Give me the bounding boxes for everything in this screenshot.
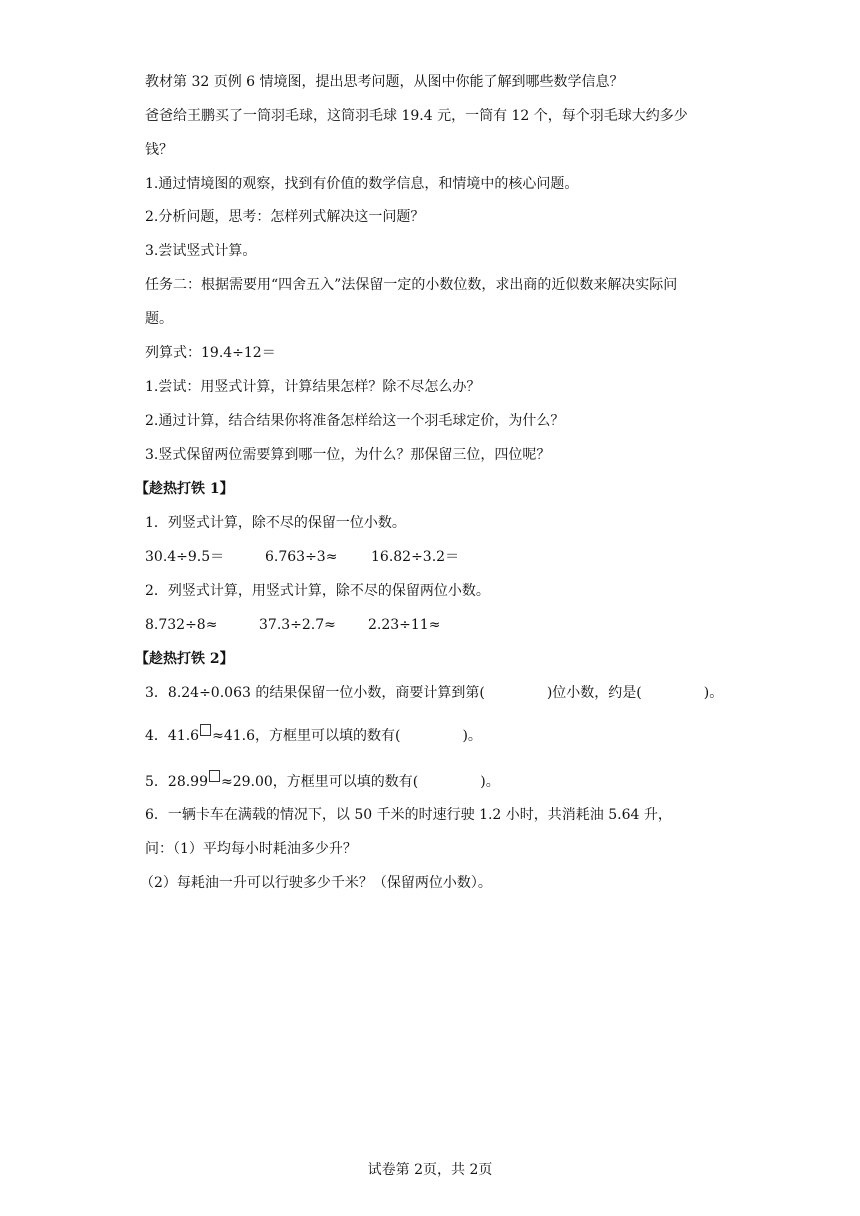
text-line: 列算式：19.4÷12＝	[145, 345, 276, 361]
text: ≈29.00，方框里可以填的数有(	[221, 774, 419, 790]
question-6-part-1: 问：（1）平均每小时耗油多少升？	[145, 841, 357, 857]
question-5	[145, 770, 500, 791]
text-line: 爸爸给王鹏买了一筒羽毛球，这筒羽毛球 19.4 元，一筒有 12 个，每个羽毛球大约多少	[145, 108, 688, 124]
text-line: 3.尝试竖式计算。	[145, 243, 257, 259]
expression: 16.82÷3.2＝	[371, 549, 460, 565]
text: 5．28.99	[145, 774, 208, 790]
text-line: 1.通过情境图的观察，找到有价值的数学信息，和情境中的核心问题。	[145, 176, 579, 192]
text: )。	[703, 685, 724, 701]
text-line: 3.竖式保留两位需要算到哪一位，为什么？那保留三位，四位呢？	[145, 447, 551, 463]
text-line: 2.分析问题，思考：怎样列式解决这一问题？	[145, 209, 425, 225]
expression: 37.3÷2.7≈	[259, 617, 336, 633]
text: 4．41.6	[145, 728, 200, 744]
text-line: 教材第 32 页例 6 情境图，提出思考问题，从图中你能了解到哪些数学信息？	[145, 74, 624, 90]
question-2: 2．列竖式计算，用竖式计算，除不尽的保留两位小数。	[145, 583, 490, 599]
expression: 8.732÷8≈	[145, 617, 218, 633]
text: )。	[462, 728, 482, 744]
expression: 2.23÷11≈	[368, 617, 441, 633]
question-1: 1．列竖式计算，除不尽的保留一位小数。	[145, 515, 406, 531]
expression: 30.4÷9.5＝	[145, 549, 225, 565]
text-line: 1.尝试：用竖式计算，计算结果怎样？除不尽怎么办？	[145, 379, 481, 395]
square-box-icon	[209, 770, 220, 782]
expression: 6.763÷3≈	[265, 549, 338, 565]
text: ≈41.6，方框里可以填的数有(	[212, 728, 401, 744]
text-line: 题。	[145, 311, 173, 327]
text: )位小数，约是(	[546, 685, 642, 701]
section-heading: 【趁热打铁 1】	[135, 481, 234, 497]
question-6-part-2: （2）每耗油一升可以行驶多少千米？（保留两位小数）。	[140, 875, 492, 891]
square-box-icon	[200, 724, 211, 736]
question-4	[145, 724, 482, 745]
text-line: 任务二：根据需要用“四舍五入”法保留一定的小数位数，求出商的近似数来解决实际问	[145, 277, 678, 293]
text-line: 钱？	[145, 142, 173, 158]
page-footer: 试卷第 2页，共 2页	[367, 1162, 493, 1178]
question-3	[145, 684, 723, 702]
section-heading: 【趁热打铁 2】	[135, 651, 234, 667]
text-line: 2.通过计算，结合结果你将准备怎样给这一个羽毛球定价，为什么？	[145, 413, 565, 429]
text: )。	[480, 774, 500, 790]
text: 3．8.24÷0.063 的结果保留一位小数，商要计算到第(	[145, 685, 485, 701]
question-6: 6．一辆卡车在满载的情况下，以 50 千米的时速行驶 1.2 小时，共消耗油 5.64 升，	[145, 807, 672, 823]
